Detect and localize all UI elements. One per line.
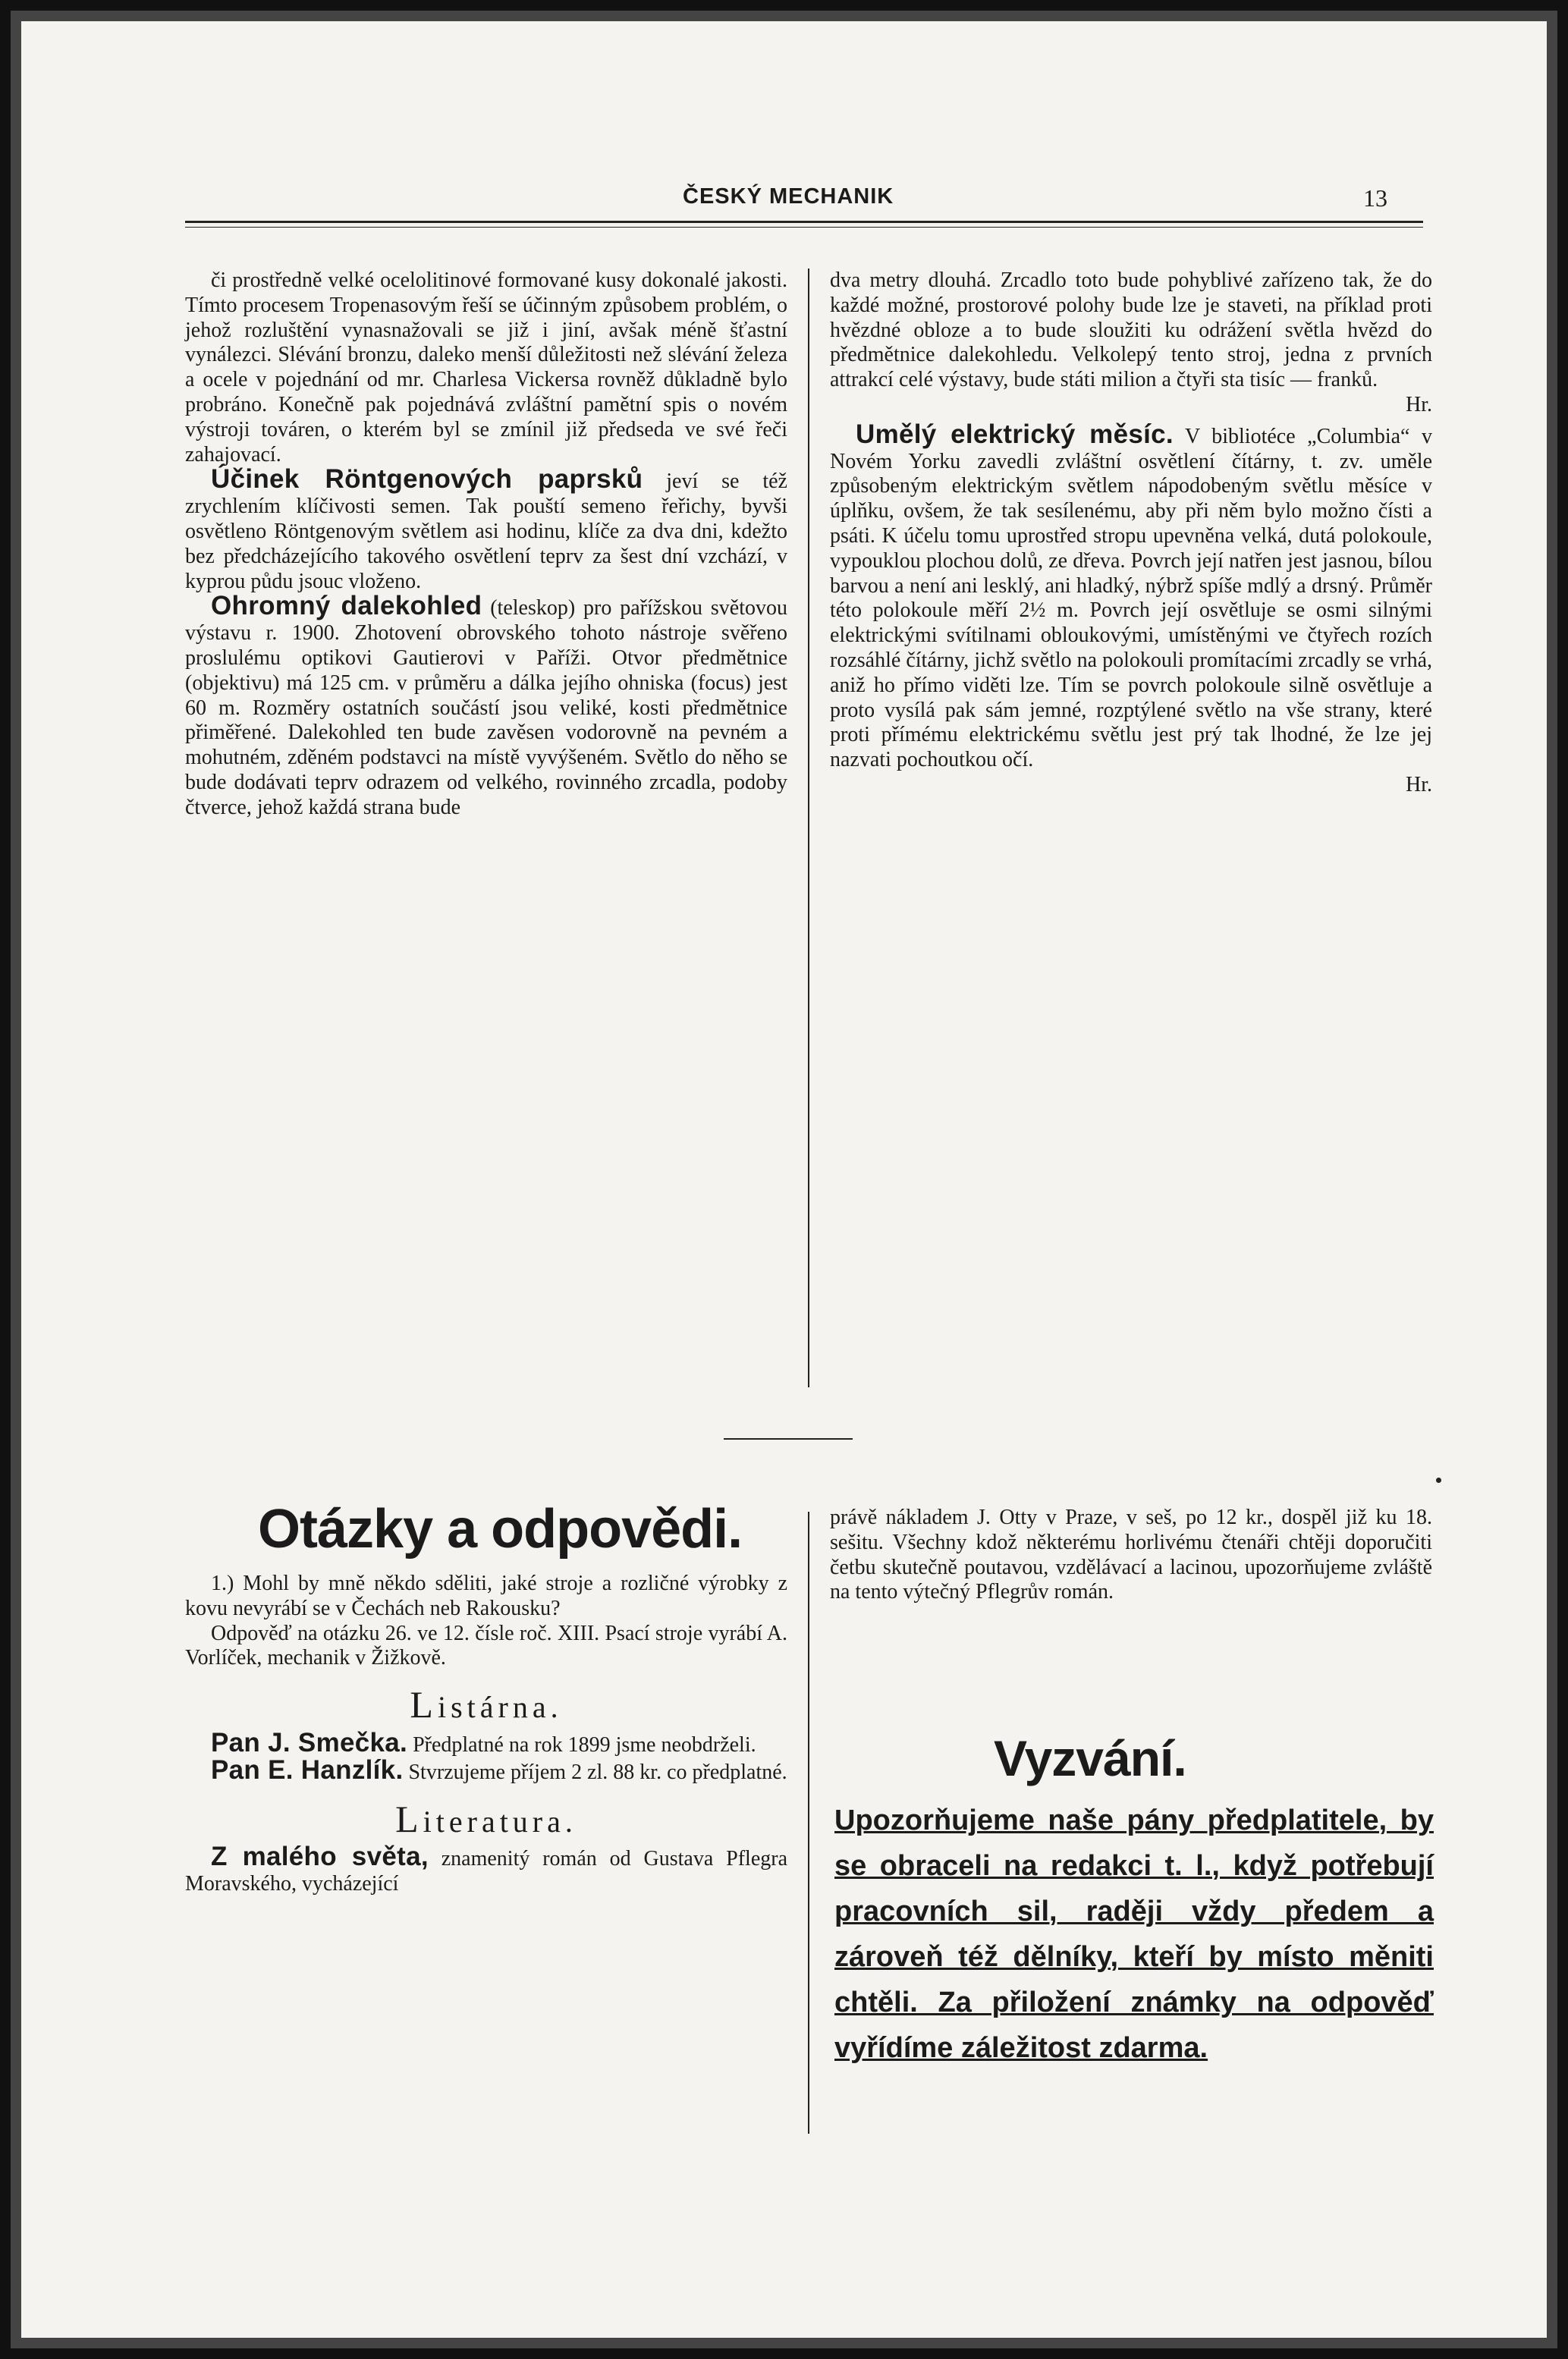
paragraph: právě nákladem J. Otty v Praze, v seš, po 12 kr., dospěl již ku 18. sešitu. Všechny kdož některému horlivému čtenáři chtěji doporučiti četbu skutečně poutavou, vzdělávací a lacinou, upozorňujeme zvláště na tento výtečný Pflegrův román. xyxy=(830,1506,1432,1604)
paragraph: či prostředně velké ocelolitinové formované kusy dokonalé jakosti. Tímto procesem Tropenasovým řeší se účinným způsobem problém, o jehož rozluštění vynasnažovali se již i jiní, avšak méně šťastní vynálezci. Slévání bronzu, daleko menší důležitosti než slévání železa a ocele v pojednání od mr. Charlesa Vickersa rovněž důkladně bylo probráno. Konečně pak pojednává zvláštní pamětní spis o novém výstroji továren, o kterém byl se zmínil již předseda ve své řeči zahajovací. xyxy=(185,269,787,466)
notice-text: Upozorňujeme naše pány předplatitele, by se obraceli na redakci t. l., když potřebují pracovních sil, raději vždy předem a zároveň též dělníky, kteří by místo měniti chtěli. Za přiložení známky na odpověď vyřídíme záležitost zdarma. xyxy=(834,1805,1434,2064)
paragraph: (teleskop) pro pařížskou světovou výstavu r. 1900. Zhotovení obrovského tohoto nástroje svěřeno proslulému optikovi Gautierovi v Paříži. Otvor předmětnice (objektivu) má 125 cm. v průměru a dálka jejího ohniska (focus) jest 60 m. Rozměry ostatních součástí jsou veliké, kosti předmětnice přiměřené. Dalekohled ten bude zavěsen vodorovně na pevném a mohutném, zděném podstavci na místě vyvýšeném. Světlo do něho se bude dodávati teprv odrazem od velkého, rovinného zrcadla, podoby čtverce, jehož každá strana bude xyxy=(185,596,787,819)
column-rule xyxy=(808,1512,809,2134)
book-text: znamenitý román od Gustava Pflegra Moravského, vycházející xyxy=(185,1847,787,1896)
letter-text: Stvrzujeme příjem 2 zl. 88 kr. co předplatné. xyxy=(408,1760,787,1784)
heading-literatura: Literatura. xyxy=(395,1797,577,1840)
question: 1.) Mohl by mně někdo sděliti, jaké stroje a rozličné výrobky z kovu nevyrábí se v Čechách neb Rakousku? xyxy=(185,1572,787,1620)
ink-dot xyxy=(1436,1478,1441,1483)
letter-text: Předplatné na rok 1899 jsme neobdrželi. xyxy=(413,1732,756,1757)
paragraph: jeví se též zrychlením klíčivosti semen. Tak pouští semeno řeřichy, byvši osvětleno Röntgenovým světlem asi hodinu, klíče za dva dni, kdežto bez předcházejícího takového osvětlení teprv za šest dní vzchází, v kyprou půdu jsouc vloženo. xyxy=(185,470,787,593)
section-title-otazky: Otázky a odpovědi. xyxy=(258,1499,743,1560)
heading-listarna: Listárna. xyxy=(410,1683,563,1726)
book-title: Z malého světa, xyxy=(211,1842,429,1872)
right-column-bottom xyxy=(830,1506,1432,1605)
page-number: 13 xyxy=(1363,184,1387,212)
heading-rontgen: Účinek Röntgenových paprsků xyxy=(211,464,643,495)
left-column-bottom xyxy=(185,1572,787,1897)
answer: Odpověď na otázku 26. ve 12. čísle roč. XIII. Psací stroje vyrábí A. Vorlíček, mechanik v Žižkově. xyxy=(185,1621,787,1670)
heading-mesic: Umělý elektrický měsíc. xyxy=(856,419,1174,449)
header-rule-thin xyxy=(185,227,1423,228)
section-divider xyxy=(724,1438,853,1440)
left-column-top xyxy=(185,269,787,821)
header-rule xyxy=(185,221,1423,223)
section-title-vyzvani: Vyzvání. xyxy=(994,1730,1186,1786)
signature: Hr. xyxy=(1406,392,1432,416)
right-column-top xyxy=(830,269,1432,798)
column-rule xyxy=(808,269,809,1387)
name-smecka: Pan J. Smečka. xyxy=(211,1727,408,1757)
signature: Hr. xyxy=(1406,772,1432,796)
running-header-title: ČESKÝ MECHANIK xyxy=(683,184,894,209)
paragraph: V bibliotéce „Columbia“ v Novém Yorku zavedli zvláštní osvětlení čítárny, t. zv. uměle způsobeným elektrickým světlem nápodobeným světlu měsíce v úplňku, ovšem, že tak sesílenému, aby při něm bylo možno čísti a psáti. K účelu tomu uprostřed stropu upevněna velká, dutá polokoule, vypouklou plochou dolů, ze dřeva. Povrch její natřen jest jasnou, bílou barvou a není ani lesklý, ani hladký, nýbrž spíše mdlý a drsný. Průměr této polokoule měří 2½ m. Povrch její osvětluje se osmi silnými elektrickými svítilnami obloukovými, umístěnými ve čtyřech rozích rozsáhlé čítárny, jichž světlo na polokouli promítacími zrcadly se vrhá, aniž ho přímo viděti lze. Tím se povrch polokoule silně osvětluje a proto vysílá pak sám jemné, rozptýlené světlo na vše strany, které proti přímému elektrickému světlu jest prý tak lhodné, že lze jej nazvati pochoutkou očí. xyxy=(830,424,1432,772)
paragraph: dva metry dlouhá. Zrcadlo toto bude pohyblivé zařízeno tak, že do každé možné, prostorové polohy bude lze je staveti, na příklad proti hvězdné obloze a to bude sloužiti ku odrážení světla hvězd do předmětnice dalekohledu. Velkolepý tento stroj, jedna z prvních attrakcí celé výstavy, bude státi milion a čtyři sta tisíc — franků. xyxy=(830,269,1432,392)
heading-dalekohled: Ohromný dalekohled xyxy=(211,591,482,621)
notice-box xyxy=(834,1798,1434,2071)
name-hanzlik: Pan E. Hanzlík. xyxy=(211,1754,404,1785)
